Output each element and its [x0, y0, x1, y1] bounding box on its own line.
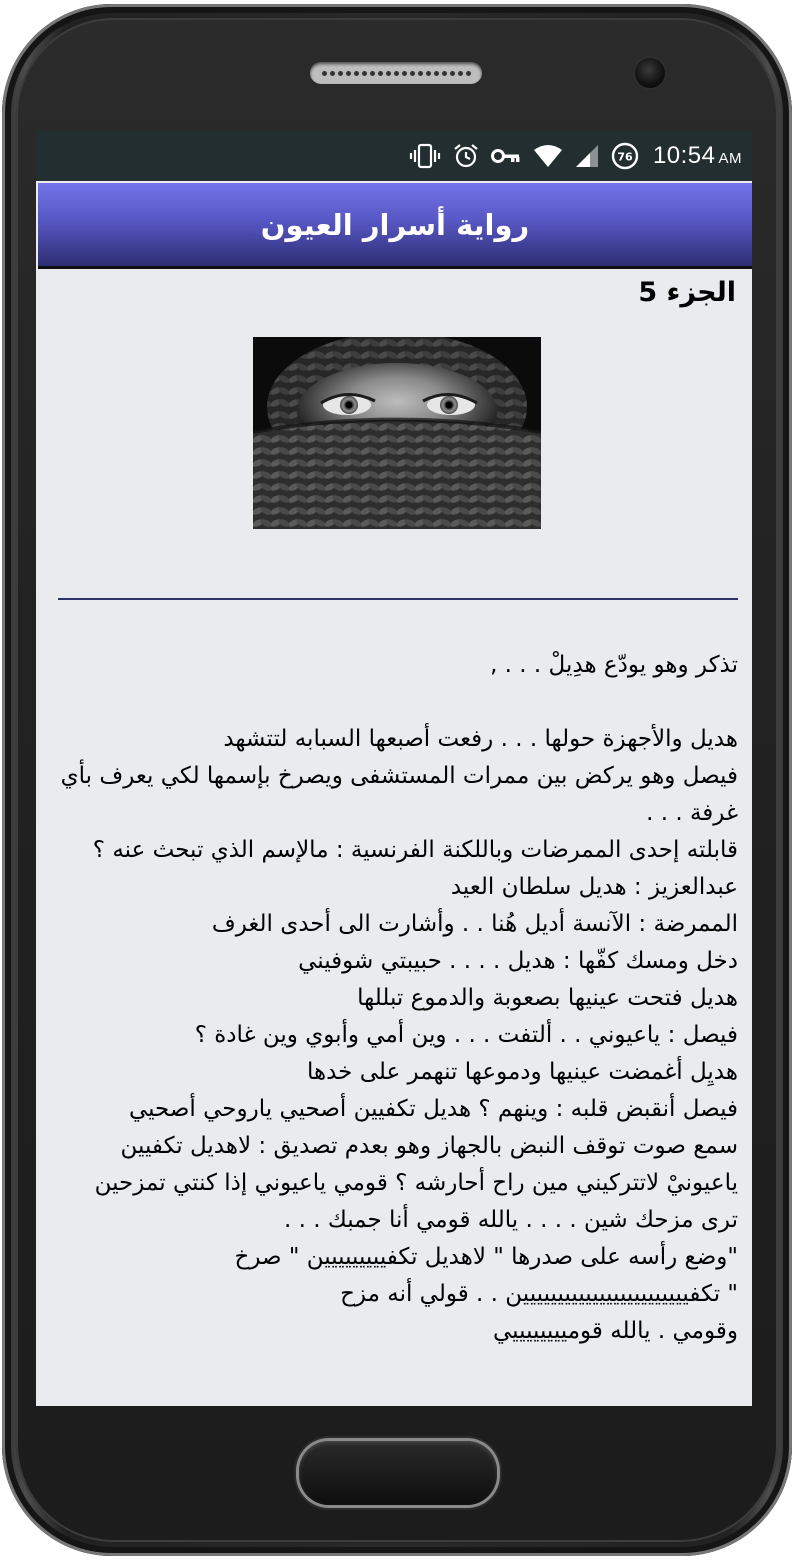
story-line: هديل فتحت عينيها بصعوبة والدموع تبللها — [357, 985, 738, 1011]
story-line: "وضع رأسه على صدرها " لاهديل تكفييييييييين " صرخ — [234, 1244, 738, 1270]
app-title: رواية أسرار العيون — [260, 207, 530, 242]
earpiece-speaker — [310, 62, 482, 84]
story-content[interactable] — [36, 269, 752, 1406]
screen — [36, 131, 752, 1406]
story-text — [56, 647, 738, 1350]
cell-signal-icon — [575, 144, 599, 168]
story-line: وقومي . يالله قومييييييييي — [493, 1318, 738, 1344]
story-line: " تكفيييييييييييييييييييييييين . . قولي أنه مزح — [340, 1281, 738, 1307]
story-line: الممرضة : الآنسة أديل هُنا . . وأشارت الى أحدى الغرف — [211, 911, 738, 937]
story-line: فيصل وهو يركض بين ممرات المستشفى ويصرخ بإسمها لكي يعرف بأي غرفة . . . — [60, 763, 738, 826]
clock-ampm: AM — [718, 150, 742, 167]
clock-time: 10:54 — [652, 142, 716, 169]
story-line: هديل والأجهزة حولها . . . رفعت أصبعها السبابه لتتشهد — [223, 726, 738, 752]
divider — [58, 598, 738, 600]
front-camera — [635, 58, 665, 88]
app-bar — [38, 183, 752, 269]
story-line: هديِل أغمضت عينيها ودموعها تنهمر على خدها — [306, 1059, 738, 1085]
story-line: دخل ومسك كفّها : هديل . . . . حبيبتي شوفيني — [298, 948, 738, 974]
story-line: فيصل أنقبض قلبه : وينهم ؟ هديل تكفيين أصحيي ياروحي أصحيي — [128, 1096, 738, 1122]
home-button[interactable] — [299, 1441, 497, 1505]
clock — [653, 142, 742, 170]
wifi-icon — [533, 144, 563, 168]
veiled-eyes-image — [253, 337, 541, 529]
battery-icon — [611, 142, 639, 170]
vpn-key-icon — [491, 146, 521, 166]
status-bar — [36, 131, 752, 181]
story-line: سمع صوت توقف النبض بالجهاز وهو بعدم تصديق : لاهديل تكفيين ياعيونيْ لاتتركيني مين راح أحارشه ؟ قومي ياعيوني إذا كنتي تمزحين ترى مزحك شين . . . . يالله قومي أنا جمبك . . . — [94, 1133, 738, 1233]
line-gap — [56, 684, 738, 721]
story-line: تذكر وهو يودّع هدِيلْ . . . , — [490, 652, 738, 678]
story-line: عبدالعزيز : هديل سلطان العيد — [450, 874, 738, 900]
svg-text:76: 76 — [617, 150, 633, 164]
story-line: قابلته إحدى الممرضات وباللكنة الفرنسية : مالإسم الذي تبحث عنه ؟ — [92, 837, 738, 863]
vibrate-icon — [409, 143, 441, 169]
alarm-icon — [453, 143, 479, 169]
chapter-title: الجزء 5 — [638, 277, 736, 308]
story-line: فيصل : ياعيوني . . ألتفت . . . وين أمي وأبوي وين غادة ؟ — [194, 1022, 738, 1048]
